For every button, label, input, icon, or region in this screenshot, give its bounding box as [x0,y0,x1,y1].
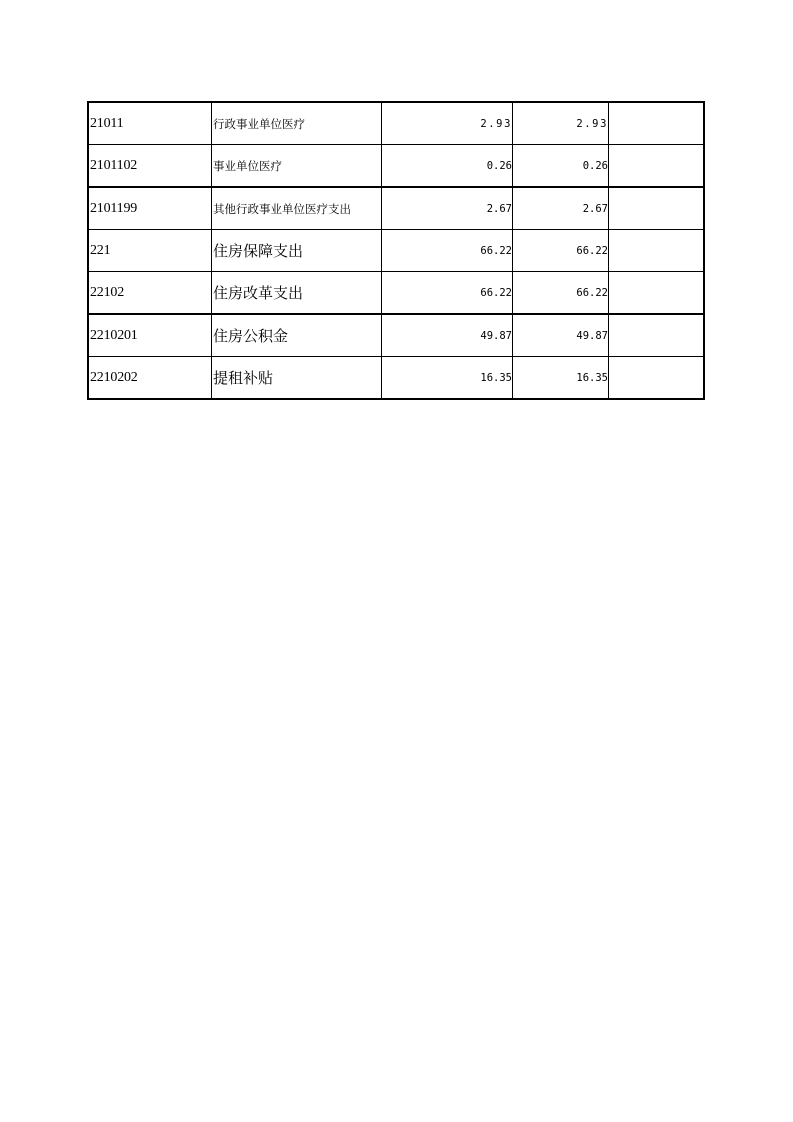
table-row [88,187,704,230]
subject-name: 住房改革支出 [212,272,382,315]
amount-total: 66.22 [382,230,513,272]
amount-basic: 66.22 [513,272,609,315]
subject-code: 22102 [88,272,212,315]
subject-code: 2101102 [88,145,212,188]
subject-code: 21011 [88,102,212,145]
amount-project [609,272,705,315]
amount-total: 16.35 [382,357,513,400]
table-row [88,102,704,145]
subject-name: 行政事业单位医疗 [212,102,382,145]
table-row [88,357,704,400]
subject-name: 提租补贴 [212,357,382,400]
amount-basic: 66.22 [513,230,609,272]
amount-project [609,102,705,145]
table-row [88,230,704,272]
subject-code: 2210202 [88,357,212,400]
table-row [88,314,704,357]
subject-name: 事业单位医疗 [212,145,382,188]
subject-code: 2101199 [88,187,212,230]
amount-project [609,230,705,272]
amount-total: 49.87 [382,314,513,357]
amount-basic: 0.26 [513,145,609,188]
amount-total: 2.67 [382,187,513,230]
amount-project [609,314,705,357]
subject-code: 221 [88,230,212,272]
amount-basic: 2.67 [513,187,609,230]
table-row [88,145,704,188]
amount-basic: 16.35 [513,357,609,400]
table-row [88,272,704,315]
amount-total: 0.26 [382,145,513,188]
amount-basic: 2.93 [513,102,609,145]
subject-code: 2210201 [88,314,212,357]
expenditure-table [87,101,705,400]
subject-name: 住房保障支出 [212,230,382,272]
subject-name: 其他行政事业单位医疗支出 [212,187,382,230]
amount-total: 66.22 [382,272,513,315]
amount-project [609,357,705,400]
subject-name: 住房公积金 [212,314,382,357]
amount-basic: 49.87 [513,314,609,357]
amount-project [609,145,705,188]
amount-total: 2.93 [382,102,513,145]
amount-project [609,187,705,230]
